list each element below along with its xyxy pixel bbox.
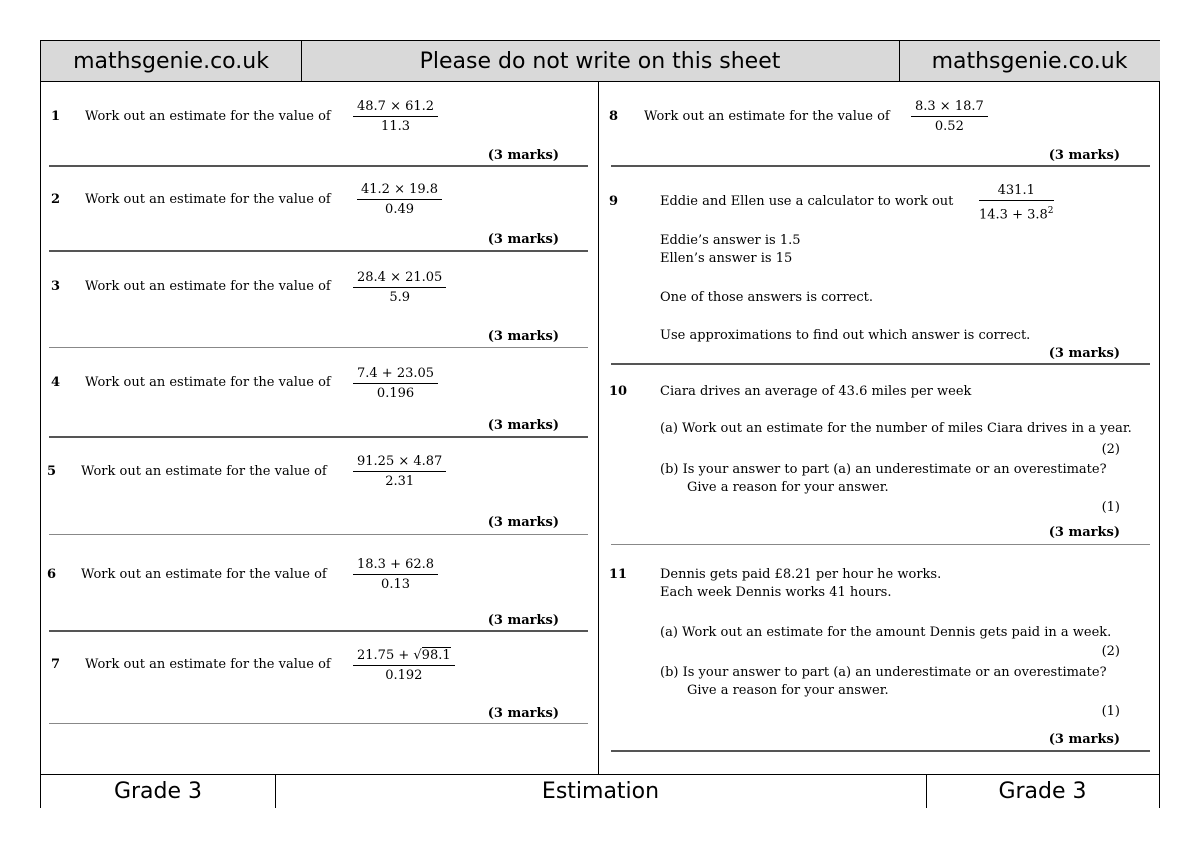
question-number: 3 xyxy=(51,279,61,294)
question-number: 5 xyxy=(47,464,57,479)
fraction xyxy=(353,557,438,593)
marks: (3 marks) xyxy=(1048,732,1120,747)
question-text: Work out an estimate for the value of xyxy=(85,109,331,124)
part-a-marks: (2) xyxy=(1101,644,1120,659)
fraction xyxy=(353,366,438,402)
worksheet xyxy=(40,40,1160,808)
marks: (3 marks) xyxy=(487,329,559,344)
part-a-text: (a) Work out an estimate for the amount Dennis gets paid in a week. xyxy=(660,625,1112,640)
numerator: 41.2 × 19.8 xyxy=(357,182,442,200)
separator xyxy=(49,250,588,252)
fraction xyxy=(979,183,1054,223)
question-number: 2 xyxy=(51,192,61,207)
part-b-text: (b) Is your answer to part (a) an underestimate or an overestimate? xyxy=(660,462,1107,477)
fraction xyxy=(357,182,442,218)
question-text: Work out an estimate for the value of xyxy=(85,279,331,294)
header-divider xyxy=(301,41,302,82)
question-number: 1 xyxy=(51,109,61,124)
numerator: 28.4 × 21.05 xyxy=(353,270,446,288)
denominator xyxy=(979,201,1054,223)
footer-topic: Estimation xyxy=(275,775,926,808)
marks: (3 marks) xyxy=(487,418,559,433)
marks: (3 marks) xyxy=(487,515,559,530)
marks: (3 marks) xyxy=(1048,148,1120,163)
separator xyxy=(49,723,588,724)
numerator: 431.1 xyxy=(979,183,1054,201)
denominator: 5.9 xyxy=(389,290,410,305)
denominator-base: 14.3 + 3.8 xyxy=(979,207,1048,223)
separator xyxy=(611,750,1150,752)
question-text: Dennis gets paid £8.21 per hour he works. xyxy=(660,567,942,582)
question-text: Work out an estimate for the value of xyxy=(644,109,890,124)
question-text: Work out an estimate for the value of xyxy=(85,375,331,390)
numerator: 8.3 × 18.7 xyxy=(911,99,988,117)
separator xyxy=(611,363,1150,365)
question-text: Work out an estimate for the value of xyxy=(81,464,327,479)
column-divider xyxy=(598,82,599,775)
numerator-term: 21.75 + xyxy=(357,648,414,663)
separator xyxy=(611,165,1150,167)
fraction xyxy=(353,270,446,306)
separator xyxy=(49,630,588,632)
part-b-marks: (1) xyxy=(1101,704,1120,719)
ellen-answer: Ellen’s answer is 15 xyxy=(660,251,793,266)
denominator: 11.3 xyxy=(381,119,410,134)
marks: (3 marks) xyxy=(487,706,559,721)
numerator xyxy=(353,648,455,666)
numerator: 91.25 × 4.87 xyxy=(353,454,446,472)
part-b-text: Give a reason for your answer. xyxy=(687,480,889,495)
denominator: 2.31 xyxy=(385,474,415,489)
separator xyxy=(611,544,1150,545)
question-number: 6 xyxy=(47,567,57,582)
header-title: Please do not write on this sheet xyxy=(301,41,899,82)
radical-sign: √ xyxy=(413,648,422,663)
denominator: 0.49 xyxy=(385,202,414,217)
fraction xyxy=(353,99,438,135)
marks: (3 marks) xyxy=(487,613,559,628)
question-text: Use approximations to find out which answer is correct. xyxy=(660,328,1031,343)
radicand: 98.1 xyxy=(421,648,451,663)
denominator: 0.196 xyxy=(376,386,415,401)
header-left: mathsgenie.co.uk xyxy=(41,41,301,82)
marks: (3 marks) xyxy=(487,148,559,163)
question-number: 9 xyxy=(609,194,619,209)
question-text: Work out an estimate for the value of xyxy=(85,192,331,207)
separator xyxy=(49,436,588,438)
question-number: 8 xyxy=(609,109,619,124)
separator xyxy=(49,534,588,535)
marks: (3 marks) xyxy=(487,232,559,247)
marks: (3 marks) xyxy=(1048,525,1120,540)
marks: (3 marks) xyxy=(1048,346,1120,361)
numerator: 7.4 + 23.05 xyxy=(353,366,438,384)
denominator: 0.52 xyxy=(934,119,964,134)
denominator: 0.13 xyxy=(381,577,410,592)
question-number: 11 xyxy=(609,567,628,582)
footer-right: Grade 3 xyxy=(926,775,1159,808)
eddie-answer: Eddie’s answer is 1.5 xyxy=(660,233,801,248)
part-b-text: Give a reason for your answer. xyxy=(687,683,889,698)
header-divider xyxy=(899,41,900,82)
question-number: 4 xyxy=(51,375,61,390)
separator xyxy=(49,165,588,167)
part-b-text: (b) Is your answer to part (a) an underestimate or an overestimate? xyxy=(660,665,1107,680)
part-b-marks: (1) xyxy=(1101,500,1120,515)
header-right: mathsgenie.co.uk xyxy=(899,41,1160,82)
question-text: Work out an estimate for the value of xyxy=(85,657,331,672)
separator xyxy=(49,347,588,348)
denominator: 0.192 xyxy=(385,668,423,683)
question-text: One of those answers is correct. xyxy=(660,290,874,305)
question-text: Ciara drives an average of 43.6 miles per week xyxy=(660,384,972,399)
footer-divider xyxy=(926,775,927,808)
question-text: Each week Dennis works 41 hours. xyxy=(660,585,892,600)
fraction xyxy=(353,454,446,490)
fraction xyxy=(911,99,988,135)
footer-divider xyxy=(275,775,276,808)
part-a-marks: (2) xyxy=(1101,442,1120,457)
fraction xyxy=(353,648,455,684)
footer-left: Grade 3 xyxy=(41,775,275,808)
numerator: 18.3 + 62.8 xyxy=(353,557,438,575)
part-a-text: (a) Work out an estimate for the number of miles Ciara drives in a year. xyxy=(660,421,1132,436)
question-number: 10 xyxy=(609,384,628,399)
numerator: 48.7 × 61.2 xyxy=(353,99,438,117)
question-text: Eddie and Ellen use a calculator to work out xyxy=(660,194,954,209)
exponent: 2 xyxy=(1047,206,1054,216)
question-number: 7 xyxy=(51,657,61,672)
question-text: Work out an estimate for the value of xyxy=(81,567,327,582)
